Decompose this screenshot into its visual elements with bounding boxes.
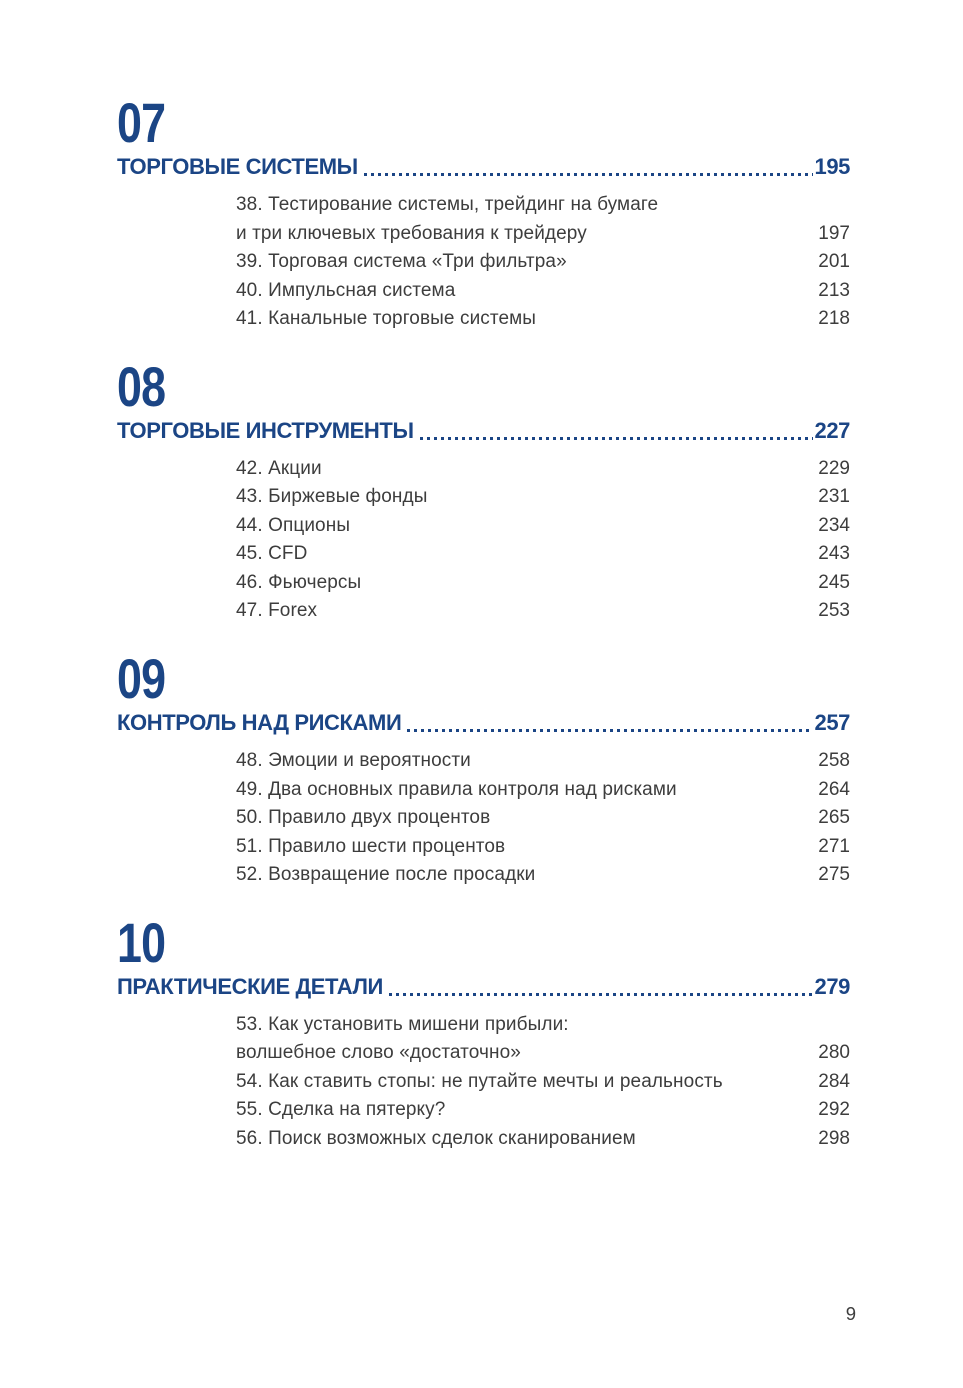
toc-item-text: 46. Фьючерсы [236,571,362,593]
toc-item [236,248,850,277]
toc-item-page: 284 [818,1070,850,1092]
toc-item-page: 258 [818,750,850,772]
toc-item-text: 45. CFD [236,543,308,565]
toc-item [236,455,850,484]
chapter-title-row [117,974,850,1000]
dots-leader [364,173,814,176]
toc-item [236,483,850,512]
toc-item [236,277,850,306]
toc-item-text: 49. Два основных правила контроля над рисками [236,778,677,800]
toc-item-text: 39. Торговая система «Три фильтра» [236,251,567,273]
toc-item-page: 229 [818,457,850,479]
toc-item [236,804,850,833]
toc-item-text: 41. Канальные торговые системы [236,308,537,330]
chapter-number: 10 [117,910,166,974]
toc-item [236,540,850,569]
toc-section [117,646,850,890]
chapter-page-number: 195 [814,154,850,180]
toc-item-text: и три ключевых требования к трейдеру [236,222,587,244]
chapter-items [117,191,850,334]
toc-item-page: 265 [818,807,850,829]
toc-item-page: 243 [818,543,850,565]
toc-item-page: 213 [818,279,850,301]
toc-item-text: 55. Сделка на пятерку? [236,1099,446,1121]
toc-item [236,747,850,776]
toc-item-text: 38. Тестирование системы, трейдинг на бумаге [236,194,659,216]
toc-item [236,220,850,249]
toc-item-text: 50. Правило двух процентов [236,807,491,829]
toc-item-text: 48. Эмоции и вероятности [236,750,471,772]
toc-item [236,1068,850,1097]
toc-item-text: 53. Как установить мишени прибыли: [236,1013,569,1035]
toc-item-page: 253 [818,600,850,622]
chapter-title-row [117,154,850,180]
chapter-items [117,747,850,890]
toc-item-page: 280 [818,1042,850,1064]
toc-item [236,1039,850,1068]
dots-leader [407,729,813,732]
toc-item-page: 264 [818,778,850,800]
dots-leader [420,437,814,440]
toc-section [117,910,850,1154]
toc-section [117,91,850,334]
chapter-items [117,455,850,626]
toc-item [236,776,850,805]
toc-item [236,861,850,890]
toc-item-text: 40. Импульсная система [236,279,456,301]
toc-item-text: 51. Правило шести процентов [236,835,506,857]
toc-item [236,569,850,598]
toc-item-text: 54. Как ставить стопы: не путайте мечты и реальность [236,1070,723,1092]
toc-item [236,1011,850,1040]
chapter-page-number: 279 [814,973,850,999]
toc-item-text: 52. Возвращение после просадки [236,864,536,886]
toc-item-text: 44. Опционы [236,514,351,536]
chapter-page-number: 257 [814,710,850,736]
toc-item-text: волшебное слово «достаточно» [236,1042,521,1064]
chapter-number: 07 [117,91,166,154]
toc-section [117,354,850,626]
toc-item [236,1096,850,1125]
chapter-number: 09 [117,646,166,710]
toc-item [236,512,850,541]
toc-item [236,597,850,626]
toc-item-page: 245 [818,571,850,593]
toc-item [236,305,850,334]
toc-item-page: 275 [818,864,850,886]
toc-item-page: 218 [818,308,850,330]
chapter-items [117,1011,850,1154]
toc-item-page: 298 [818,1127,850,1149]
toc-item-text: 42. Акции [236,457,322,479]
toc-item-text: 43. Биржевые фонды [236,486,428,508]
toc-item-page: 271 [818,835,850,857]
chapter-title-row [117,710,850,736]
toc-item-page: 201 [818,251,850,273]
toc-item-page: 197 [818,222,850,244]
chapter-title-row [117,418,850,444]
toc-item-page: 292 [818,1099,850,1121]
dots-leader [389,993,814,996]
toc-item [236,191,850,220]
toc-item-text: 47. Forex [236,600,318,622]
toc-item-page: 234 [818,514,850,536]
footer-page-number: 9 [845,1303,856,1324]
chapter-page-number: 227 [814,417,850,443]
toc-item-text: 56. Поиск возможных сделок сканированием [236,1127,636,1149]
toc-item-page: 231 [818,486,850,508]
chapter-title: КОНТРОЛЬ НАД РИСКАМИ [117,710,402,736]
toc-item [236,833,850,862]
chapter-title: ТОРГОВЫЕ СИСТЕМЫ [117,154,358,180]
chapter-title: ПРАКТИЧЕСКИЕ ДЕТАЛИ [117,973,383,999]
chapter-number: 08 [117,354,166,418]
toc-item [236,1125,850,1154]
chapter-title: ТОРГОВЫЕ ИНСТРУМЕНТЫ [117,417,414,443]
